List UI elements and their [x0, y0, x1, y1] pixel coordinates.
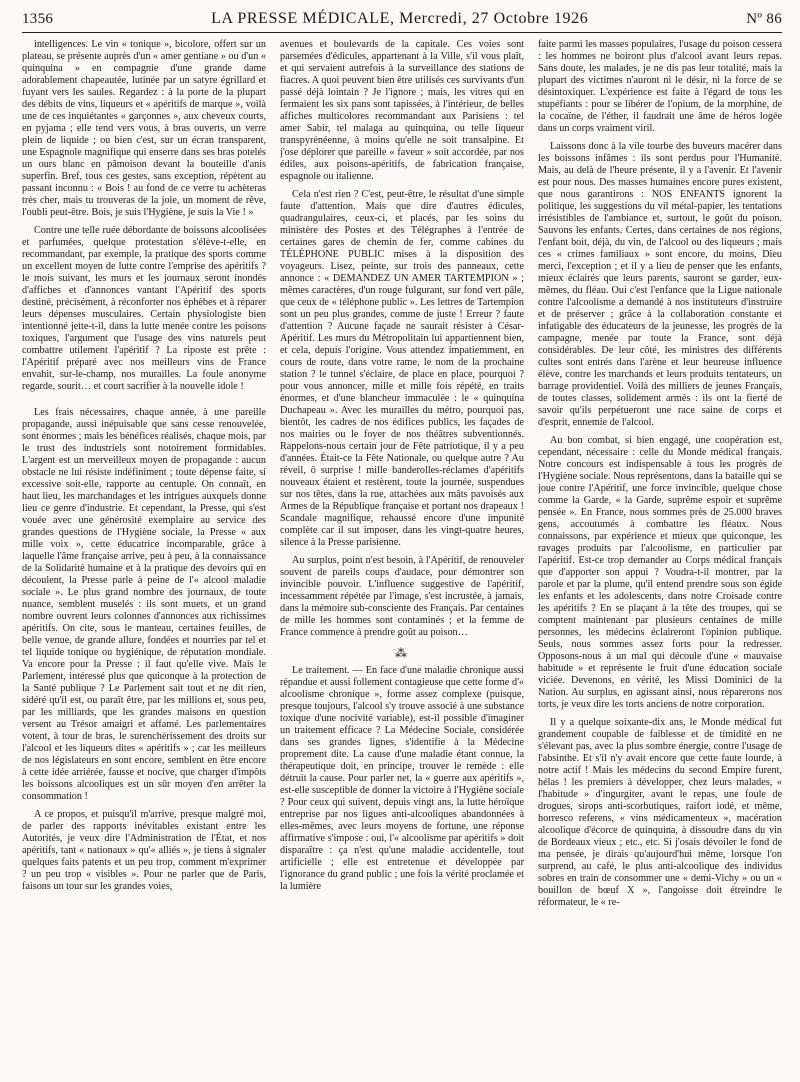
paragraph: avenues et boulevards de la capitale. Ces voies sont parsemées d'édicules, appartenant à la Ville, s'il vous plaît, et qui servaient autrefois à la surveillance des stations de fiacres. A quoi peuvent bien être utilisés ces survivants d'un passé déjà lointain ? Je l'ignore ; mais, les vitres qui en fermaient les six pans sont tapissées, à l'intérieur, de belles affiches multicolores recommandant aux Parisiens : tel amer Sabir, tel malaga au quinquina, ou telle liqueur transpyrénéenne, à moins qu'elle ne soit transalpine. Et j'ose déplorer que pareille « faveur » soit accordée, par nos édiles, aux poisons-apéritifs, de fabrication française, espagnole ou italienne.: [280, 39, 524, 182]
column-1: [22, 39, 266, 1079]
page-header: [22, 10, 782, 33]
column-2: [280, 39, 524, 1079]
paragraph: Contre une telle ruée débordante de boissons alcoolisées et parfumées, quelque protestation s'élève-t-elle, en recommandant, par exemple, la pratique des sports comme un excellent moyen de lutte contre l'emprise des apéritifs ? le mois suivant, les murs et les journaux seront inondés d'affiches et d'annonces vantant l'Apéritif des sports destiné, précisément, à réconforter nos éphèbes et à réparer leurs dépenses musculaires. Certain physiologiste bien intentionné jette-t-il, dans la lutte menée contre les poisons toxiques, l'argument que l'usage des vins naturels peut combattre utilement l'apéritif ? La riposte est prête : l'Apéritif préparé avec nos meilleurs vins de France envahit, sur-le-champ, nos murailles. La foule anonyme regarde, sourit… et court sacrifier à la nouvelle idole !: [22, 225, 266, 392]
paragraph: Au surplus, point n'est besoin, à l'Apéritif, de renouveler souvent de pareils coups d'audace, pour démontrer son invincible pouvoir. L'influence suggestive de l'apéritif, incessamment répétée par l'image, s'est incrustée, à jamais, dans la mémoire sub-consciente des Français. Par centaines de mille les hommes sont contaminés ; et la femme de France commence à prendre goût au poison…: [280, 555, 524, 638]
paragraph: Les frais nécessaires, chaque année, à une pareille propagande, aussi inépuisable que sans cesse renouvelée, sont énormes ; mais les bénéfices réalisés, chaque mois, par le trust des industriels sont notoirement formidables. L'argent est un merveilleux moyen de propagande : aucun obstacle ne lui résiste indéfiniment ; toute dépense faite, si excessive soit-elle, rapporte au centuple. On connaît, en haut lieu, les marchandages et les intrigues auxquels donne lieu ce genre d'industrie. Et cependant, la Presse, qui s'est vouée avec une générosité exemplaire au service des grandes questions de l'Hygiène sociale, la Presse « aux mille voix », cette éducatrice incomparable, grâce à laquelle l'âme française arrive, peu à peu, à la connaissance de la Solidarité humaine et à la pratique des devoirs qui en découlent, la Presse parle à peine de l'« alcool maladie sociale ». Le plus grand nombre des journaux, de toute nuance, semblent muselés : ils sont muets, et un grand nombre ouvrent leurs colonnes d'annonces aux richissimes apéritifs. On cite, sous le manteau, certaines feuilles, de belle venue, de grande allure, fondées et nourries par tel et tel liquide tonique ou hygiénique, de réputation mondiale. Va encore pour la Presse : il faut qu'elle vive. Mais le Parlement, intéressé plus que quiconque à la protection de la Santé publique ? Le Parlement sait tout et ne dit rien, sidéré qu'il est, ou paraît être, par les millions et, sous peu, par les milliards, que les grandes maisons en question versent au Trésor amaigri et affamé. Les parlementaires votent, à tour de bras, le surenchérissement des droits sur l'alcool et les liqueurs dites « apéritifs » ; car les meilleurs de nos législateurs en sont encore, semblent en être encore à cette idée arriérée, fausse et nocive, que charger d'impôts les boissons alcooliques est un sûr moyen d'en arrêter la consommation !: [22, 407, 266, 802]
paragraph: Cela n'est rien ? C'est, peut-être, le résultat d'une simple faute d'attention. Mais que dire d'autres édicules, quadrangulaires, ceux-ci, et placés, par les soins du ministère des Postes et des Télégraphes à l'entrée de certaines gares de chemin de fer, comme cabines du TÉLÉPHONE PUBLIC mises à la disposition des voyageurs. Lisez, peinte, sur trois des panneaux, cette annonce : « DEMANDEZ UN AMER TARTEMPION » ; mêmes caractères, d'un rouge fulgurant, sur fond vert pâle, que ceux de « téléphone public ». Les lettres de Tartempion sont un peu plus grandes, comme de juste ! Erreur ? faute d'attention ? Aucune façade ne saurait résister à César-Apéritif. Les murs du Métropolitain lui appartiennent bien, et cela, depuis l'origine. Vous attendez impatiemment, en cours de route, dans votre rame, le nom de la prochaine station ? le tunnel s'éclaire, de place en place, pourquoi ? pour vous annoncer, mille et mille fois répété, en traits énormes, et d'une blancheur immaculée : le « quinquina Duchapeau ». Avec les murailles du métro, pourquoi pas, bientôt, les cadres de nos édifices publics, les façades de nos mairies ou le foyer de nos théâtres subventionnés. Rappelons-nous certain jour de Fête patriotique, il y a peu d'années. Était-ce la Fête Nationale, ou quelque autre ? Au réveil, ô surprise ! mille banderolles-réclames d'apéritifs nouveaux étaient et restèrent, toute la journée, suspendues sur nos têtes, dans la rue, attachées aux mâts pavoisés aux Armes de la République française et portant nos drapeaux ! Scandale magnifique, rehaussé encore d'une impunité complète car il sut imposer, dans les vingt-quatre heures, silence à la Presse parisienne.: [280, 189, 524, 548]
issue-number: Nº 86: [746, 11, 782, 27]
paragraph: Laissons donc à la vile tourbe des buveurs macérer dans les boissons infâmes : ils sont perdus pour l'Humanité. Mais, au delà de l'heure présente, il y a l'avenir. Et l'avenir est pour nous. Des masses humaines encore pures existent, que nous garantirons : NOS ENFANTS ignorent la politique, les suggestions du vil métal-papier, les tentations irrésistibles de l'ambiance et, surtout, le goût du poison. Sauvons les enfants. Certes, dans certaines de nos régions, l'enfant boit, déjà, du vin, de l'alcool ou des liqueurs ; mais ces « crimes familiaux » sont encore, du moins, Dieu merci, l'exception ; et il y a lieu de penser que les enfants, mieux éclairés que leurs parents, sauront se garder, eux-mêmes, du fléau. Oui c'est l'enfance que la Ligue nationale contre l'alcoolisme a demandé à nos instituteurs d'instruire et de préserver ; grâce à la collaboration constante et infatigable des éducateurs de la jeunesse, les progrès de la campagne, menée par toute la France, sont déjà considérables. De leur côté, les ministres des différents cultes sont entrés dans l'arène et leur heureuse influence élève, contre les marchands et leurs produits tentateurs, un barrage providentiel. Voilà des milliers de jeunes Français, de toutes classes, solidement armés : ils ont la fierté de savoir qu'ils perpétueront une race saine de corps et d'esprit, ennemie de l'alcool.: [538, 141, 782, 428]
section-separator: ⁂: [395, 646, 409, 660]
column-3: [538, 39, 782, 1079]
publication-title: LA PRESSE MÉDICALE, Mercredi, 27 Octobre 1926: [211, 10, 589, 27]
paragraph: Il y a quelque soixante-dix ans, le Monde médical fut grandement coupable de faiblesse et de timidité en ne s'élevant pas, avec la plus sombre énergie, contre l'usage de l'absinthe. Et s'il n'y avait encore que cette faute lourde, à notre actif ! Mais les médecins du second Empire furent, hélas ! les premiers à développer, chez leurs malades, « l'habitude » d'ingurgiter, avant le repas, une foule de drogues, sirops anti-scorbutiques, raifort iodé, et même, horresco referens, « vins médicamenteux », macération alcoolique d'écorce de quinquina, à dissoudre dans du vin de Bordeaux vieux ; etc., etc. Si j'osais dévoiler le fond de ma pensée, je dirais qu'aujourd'hui même, lorsque l'on surprend, au café, le plus anti-alcoolique des individus sobres en train de consommer une « demi-Vichy » ou un « bouillon de bœuf X », l'angoisse doit étreindre le réformateur, le « re-: [538, 717, 782, 908]
paragraph: intelligences. Le vin « tonique », bicolore, offert sur un plateau, se présente auprès d'un « amer gentiane » ou d'un « quinquina » en compagnie d'une grande dame adorablement chapeautée, lutinée par un satyre égrillard et fuyant vers les saules. Regardez : à la porte de la plupart des débits de vins, liqueurs et « apéritifs de marque », voilà une de ces inquiétantes « garçonnes », aux cheveux courts, en pyjama ; elle tend vers vous, à bras ouverts, un verre plein de liquide ; ou bien c'est, sur un écran transparent, une Espagnole magnifique qui enserre dans ses bras potelés un ours blanc en pâmoison devant la bouteille d'anis superfin. Bref, tous ces gestes, sans exception, répètent au passant inconnu : « Bois ! au fond de ce verre tu achèteras très cher, mais tu trouveras de la joie, un moment de rêve, l'oubli peut-être. Bois, je suis l'Hygiène, je suis la Vie ! »: [22, 39, 266, 218]
article-columns: [22, 39, 782, 1079]
paragraph: A ce propos, et puisqu'il m'arrive, presque malgré moi, de parler des rapports inévitables existant entre les Autorités, je veux dire l'Administration de l'État, et nos apéritifs, tant « nationaux » qu'« alliés », je tiens à signaler quelques faits patents et un peu trop, comment m'exprimer ? un peu trop « visibles ». Pour ne parler que de Paris, faisons un tour sur les grandes voies,: [22, 809, 266, 892]
paragraph: Au bon combat, si bien engagé, une coopération est, cependant, nécessaire : celle du Monde médical français. Notre concours est indispensable à tous les progrès de l'Hygiène sociale. Nous représentons, dans la bataille qui se joue contre l'Apéritif, une force invincible, quelque chose comme la Garde, « la Garde, suprême espoir et suprême pensée ». En France, nous sommes près de 25.000 braves gens, accoutumés à combattre les fléaux. Nous connaissons, par expérience et mieux que quiconque, les ravages produits par l'alcoolisme, en particulier par l'apéritif. Est-ce trop demander au Corps médical français que d'apporter son appui ? Voudra-t-il montrer, par la parole et par la plume, qu'il entend prendre sous son égide les enfants et les adolescents, dans notre Croisade contre les apéritifs ? En se plaçant à la tête des troupes, qui se comptent maintenant par plusieurs centaines de mille personnes, les médecins éclaireront l'opinion publique. Seuls, nous sommes assez forts pour la redresser. Opposons-nous à un mal qui découle d'une « mauvaise habitude » et représente le fruit d'une éducation sociale viciée. Devenons, en vérité, les Missi Dominici de la Nation. Au surplus, en agissant ainsi, nous réparerons nos torts, je veux dire les torts anciens de notre corporation.: [538, 435, 782, 710]
paragraph: faite parmi les masses populaires, l'usage du poison cessera : les hommes ne boiront plus d'alcool avant leurs repas. Sans doute, les malades, je ne dis pas leur totalité, mais la plupart des victimes n'auront ni le désir, ni la force de se désintoxiquer. L'expérience est faite à l'égard de tous les stupéfiants : pour se libérer de l'opium, de la morphine, de la cocaïne, de l'éther, il faudrait une âme de héros logée dans un corps vraiment viril.: [538, 39, 782, 134]
page-number: 1356: [22, 11, 54, 27]
paragraph: Le traitement. — En face d'une maladie chronique aussi répandue et aussi follement contagieuse que cette forme d'« alcoolisme chronique », forme assez complexe (puisque, presque toujours, l'alcool s'y trouve associé à une substance toxique d'une nocivité variable), est-il possible d'imaginer un traitement efficace ? La Médecine Sociale, considérée dans ses grandes lignes, s'identifie à la Médecine proprement dite. La cause d'une maladie étant connue, la thérapeutique doit, en principe, trouver le remède : elle détruit la cause. Pour parler net, la « guerre aux apéritifs », est-elle susceptible de donner la victoire à l'Hygiène sociale ? Pour ceux qui suivent, depuis vingt ans, la lutte héroïque entreprise par nos ligues anti-alcooliques abandonnées à elles-mêmes, avec leurs moyens de fortune, une réponse affirmative s'impose : oui, l'« alcoolisme par apéritifs » doit disparaître : ça n'est qu'une maladie accidentelle, tout artificielle ; elle est entretenue et développée par l'ignorance du grand public ; une fois la vérité proclamée et la lumière: [280, 665, 524, 892]
